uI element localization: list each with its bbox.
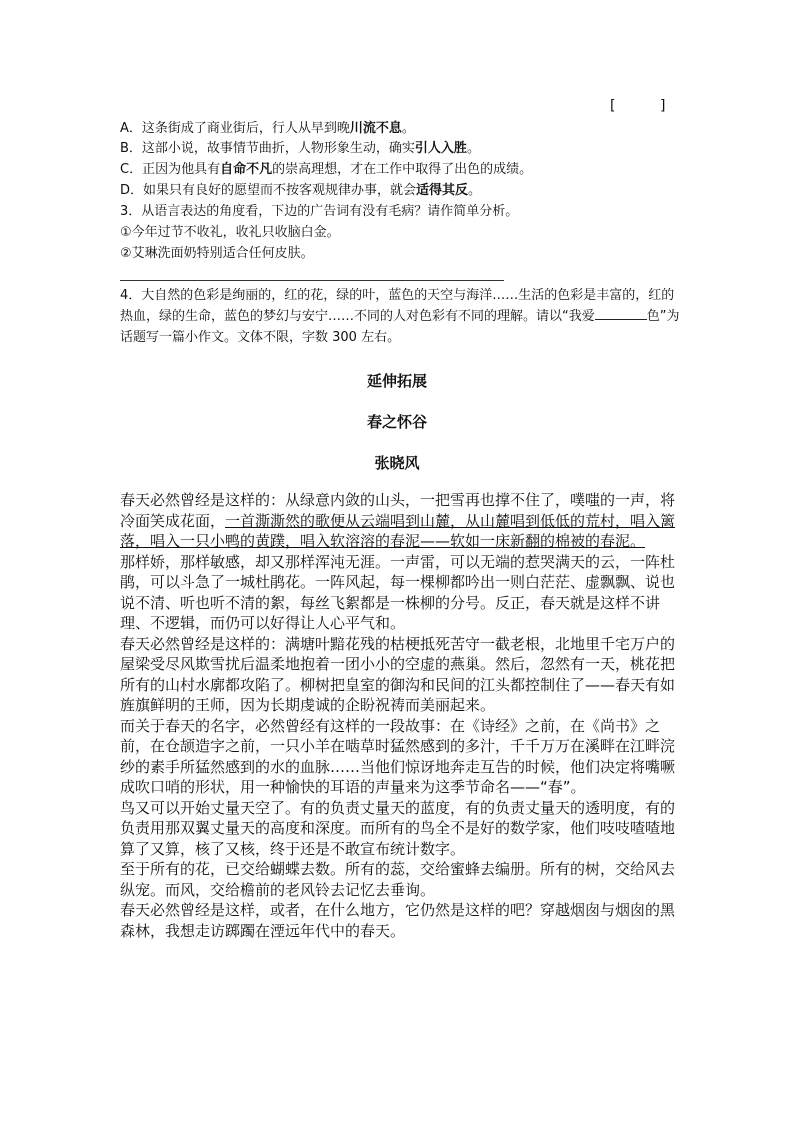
essay-body	[120, 490, 686, 941]
option-b: B．这部小说，故事情节曲折，人物形象生动，确实引人入胜。	[120, 141, 480, 156]
ad-1: ①今年过节不收礼，收礼只收脑白金。	[120, 225, 340, 240]
option-d: D．如果只有良好的愿望而不按客观规律办事，就会适得其反。	[120, 183, 482, 198]
fill-blank	[595, 307, 647, 320]
option-a: A．这条街成了商业街后，行人从早到晚川流不息。	[120, 121, 415, 136]
ad-2: ②艾琳洗面奶特别适合任何皮肤。	[120, 246, 314, 261]
section-title: 延伸拓展	[366, 372, 427, 390]
paragraph: 春天必然曾经是这样的：从绿意内敛的山头，一把雪再也撑不住了，噗嗤的一声，将冷面笑成花面，一首澌澌然的歌便从云端唱到山麓，从山麓唱到低低的荒村，唱入篱落，唱入一只小鸭的黄蹼，唱入软溶溶的春泥——软如一床新翻的棉被的春泥。	[120, 491, 676, 550]
underlined-sentence: 一首澌澌然的歌便从云端唱到山麓，从山麓唱到低低的荒村，唱入篱落，唱入一只小鸭的黄蹼，唱入软溶溶的春泥——软如一床新翻的棉被的春泥。	[120, 511, 676, 550]
paragraph: 至于所有的花，已交给蝴蝶去数。所有的蕊，交给蜜蜂去编册。所有的树，交给风去纵宠。而风，交给檐前的老风铃去记忆去垂询。	[120, 860, 676, 899]
paragraph: 而关于春天的名字，必然曾经有这样的一段故事：在《诗经》之前，在《尚书》之前，在仓颉造字之前，一只小羊在啮草时猛然感到的多汁，千千万万在溪畔在江畔浣纱的素手所猛然感到的水的血脉……当他们惊讶地奔走互告的时候，他们决定将嘴噘成吹口哨的形状，用一种愉快的耳语的声量来为这季节命名——“春”。	[120, 716, 676, 796]
paragraph: 那样娇，那样敏感，却又那样浑沌无涯。一声雷，可以无端的惹哭满天的云，一阵杜鹃，可以斗急了一城杜鹃花。一阵风起，每一棵柳都吟出一则白茫茫、虚飘飘、说也说不清、听也听不清的絮，每丝飞絮都是一株柳的分号。反正，春天就是这样不讲理、不逻辑，而仍可以好得让人心平气和。	[120, 552, 676, 632]
paragraph: 鸟又可以开始丈量天空了。有的负责丈量天的蓝度，有的负责丈量天的透明度，有的负责用那双翼丈量天的高度和深度。而所有的鸟全不是好的数学家，他们吱吱喳喳地算了又算，核了又核，终于还是不敢宣布统计数字。	[120, 798, 676, 858]
option-c: C．正因为他具有自命不凡的崇高理想，才在工作中取得了出色的成绩。	[120, 162, 533, 177]
paragraph: 春天必然曾经是这样，或者，在什么地方，它仍然是这样的吧？穿越烟囱与烟囱的黑森林，我想走访踯躅在湮远年代中的春天。	[120, 901, 676, 940]
essay-title: 春之怀谷	[366, 413, 427, 431]
paragraph: 春天必然曾经是这样的：满塘叶黯花残的枯梗抵死苦守一截老根，北地里千宅万户的屋梁受尽风欺雪扰后温柔地抱着一团小小的空虚的燕巢。然后，忽然有一天，桃花把所有的山村水廓都攻陷了。柳树把皇室的御沟和民间的江头都控制住了——春天有如旌旗鲜明的王师，因为长期虔诚的企盼祝祷而美丽起来。	[120, 634, 676, 714]
question-4: 4．大自然的色彩是绚丽的，红的花，绿的叶，蓝色的天空与海洋……生活的色彩是丰富的，红的热血，绿的生命，蓝色的梦幻与安宁……不同的人对色彩有不同的理解。请以“我爱 色”为话题写一篇小作文。文体不限，字数 300 左右。	[120, 288, 680, 345]
answer-bracket: [ ]	[610, 98, 666, 114]
essay-author: 张晓风	[374, 454, 420, 472]
answer-line	[120, 280, 504, 281]
question-3: 3．从语言表达的角度看，下边的广告词有没有毛病？请作简单分析。	[120, 204, 519, 219]
